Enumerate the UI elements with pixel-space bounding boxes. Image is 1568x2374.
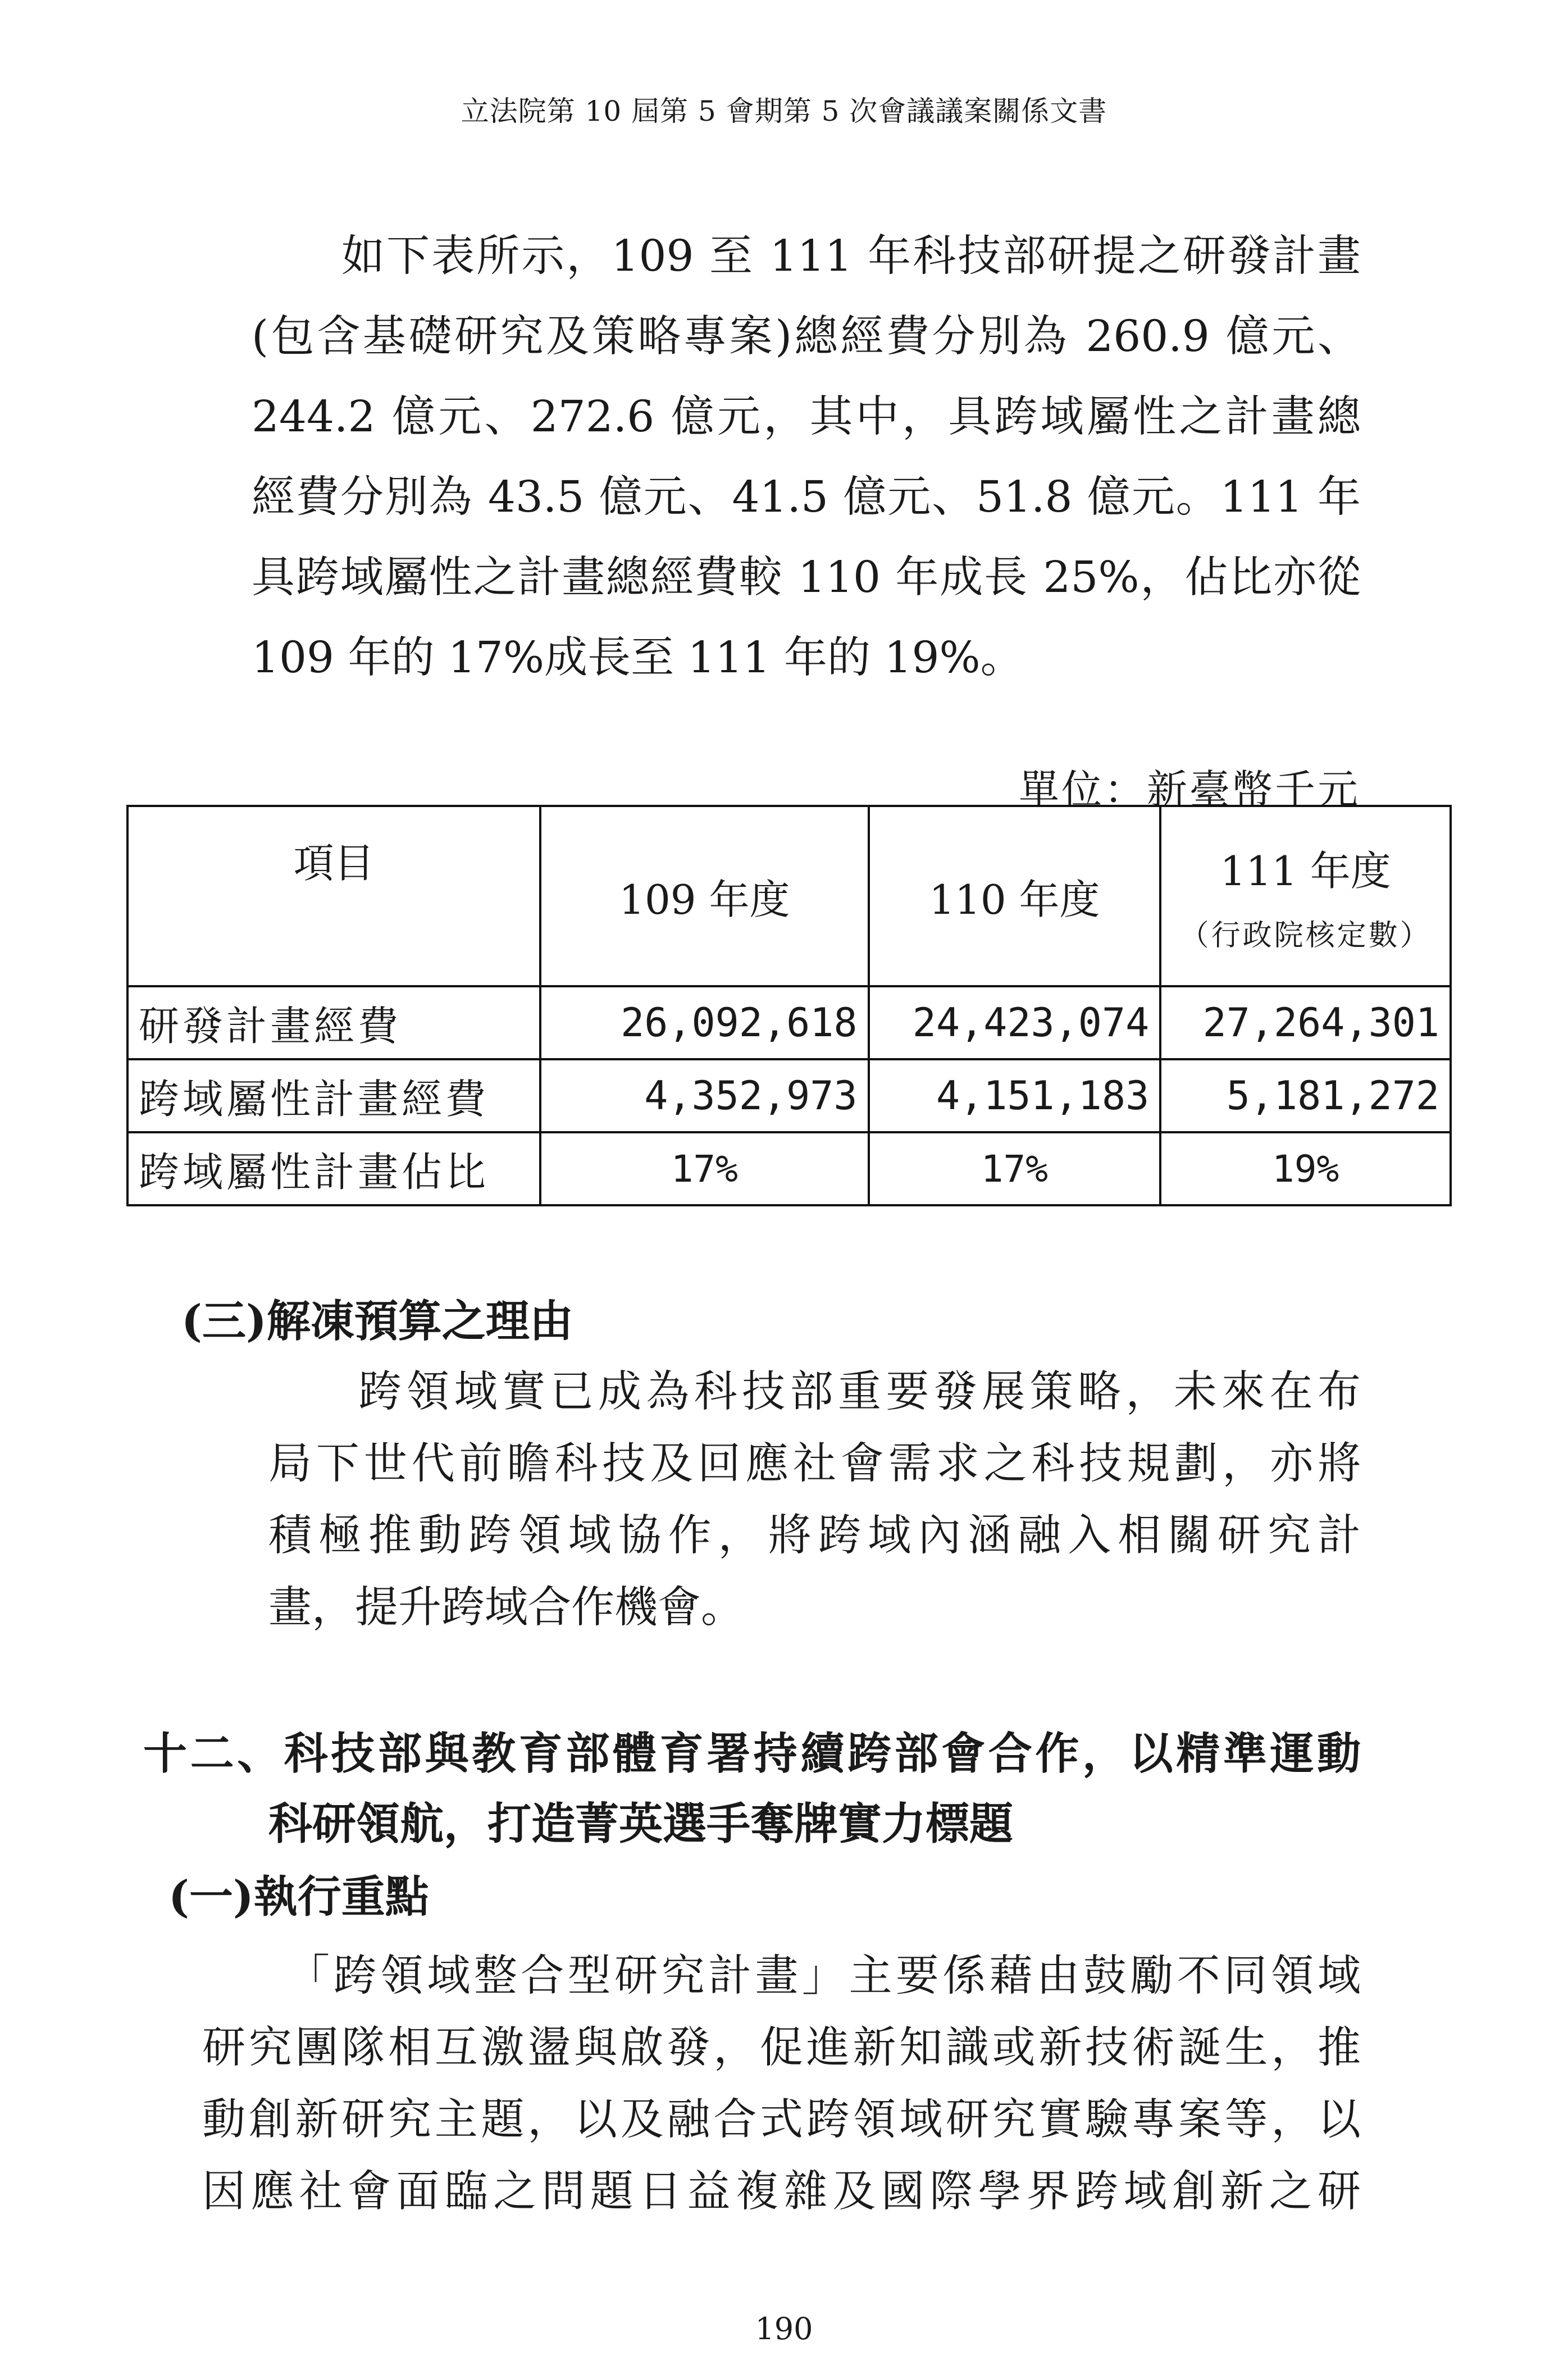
header-110: 110 年度	[869, 806, 1161, 986]
section-twelve-title-line2: 科研領航，打造菁英選手奪牌實力標題	[268, 1798, 1014, 1849]
cell-110: 4,151,183	[869, 1059, 1161, 1132]
paragraph-line: 因應社會面臨之問題日益複雜及國際學界跨域創新之研	[202, 2167, 1361, 2217]
section-twelve-subheading: (一)執行重點	[168, 1871, 429, 1922]
cell-109: 26,092,618	[540, 986, 868, 1059]
row-label: 跨域屬性計畫經費	[127, 1059, 540, 1132]
row-label: 跨域屬性計畫佔比	[127, 1132, 540, 1205]
table-unit-label: 單位：新臺幣千元	[1018, 766, 1360, 813]
section-three-heading: (三)解凍預算之理由	[181, 1296, 573, 1347]
header-item: 項目	[127, 806, 540, 986]
section-three-paragraph	[268, 1356, 1361, 1644]
cell-110: 24,423,074	[869, 986, 1161, 1059]
section-twelve-title-line1: 十二、科技部與教育部體育署持續跨部會合作，以精準運動	[143, 1728, 1361, 1779]
row-label: 研發計畫經費	[127, 986, 540, 1059]
page-header: 立法院第 10 屆第 5 會期第 5 次會議議案關係文書	[461, 95, 1107, 127]
cell-111: 19%	[1160, 1132, 1451, 1205]
intro-paragraph	[252, 216, 1361, 698]
paragraph-line: (包含基礎研究及策略專案)總經費分別為 260.9 億元、	[252, 312, 1361, 362]
budget-table	[126, 805, 1452, 1206]
paragraph-line: 109 年的 17%成長至 111 年的 19%。	[252, 633, 1024, 683]
section-twelve-paragraph	[202, 1940, 1361, 2228]
paragraph-line: 「跨領域整合型研究計畫」主要係藉由鼓勵不同領域	[286, 1951, 1361, 2001]
header-111-label: 111 年度	[1220, 847, 1391, 895]
header-111-note: （行政院核定數）	[1179, 919, 1432, 953]
cell-110: 17%	[869, 1132, 1161, 1205]
paragraph-line: 研究團隊相互激盪與啟發，促進新知識或新技術誕生，推	[202, 2023, 1361, 2073]
page-number: 190	[755, 2311, 813, 2346]
cell-109: 4,352,973	[540, 1059, 868, 1132]
cell-109: 17%	[540, 1132, 868, 1205]
paragraph-line: 具跨域屬性之計畫總經費較 110 年成長 25%，佔比亦從	[252, 553, 1361, 603]
paragraph-line: 244.2 億元、272.6 億元，其中，具跨域屬性之計畫總	[252, 392, 1361, 442]
paragraph-line: 積極推動跨領域協作，將跨域內涵融入相關研究計	[268, 1511, 1361, 1561]
paragraph-line: 跨領域實已成為科技部重要發展策略，未來在布	[358, 1367, 1361, 1417]
paragraph-line: 如下表所示，109 至 111 年科技部研提之研發計畫	[341, 231, 1361, 281]
paragraph-line: 局下世代前瞻科技及回應社會需求之科技規劃，亦將	[268, 1439, 1361, 1489]
header-109: 109 年度	[540, 806, 868, 986]
header-111	[1160, 806, 1451, 986]
table-row	[127, 1132, 1451, 1205]
table-row	[127, 1059, 1451, 1132]
table-row	[127, 986, 1451, 1059]
cell-111: 5,181,272	[1160, 1059, 1451, 1132]
paragraph-line: 畫，提升跨域合作機會。	[268, 1583, 744, 1633]
paragraph-line: 動創新研究主題，以及融合式跨領域研究實驗專案等，以	[202, 2095, 1361, 2145]
cell-111: 27,264,301	[1160, 986, 1451, 1059]
table-header-row	[127, 806, 1451, 986]
paragraph-line: 經費分別為 43.5 億元、41.5 億元、51.8 億元。111 年	[252, 472, 1361, 522]
